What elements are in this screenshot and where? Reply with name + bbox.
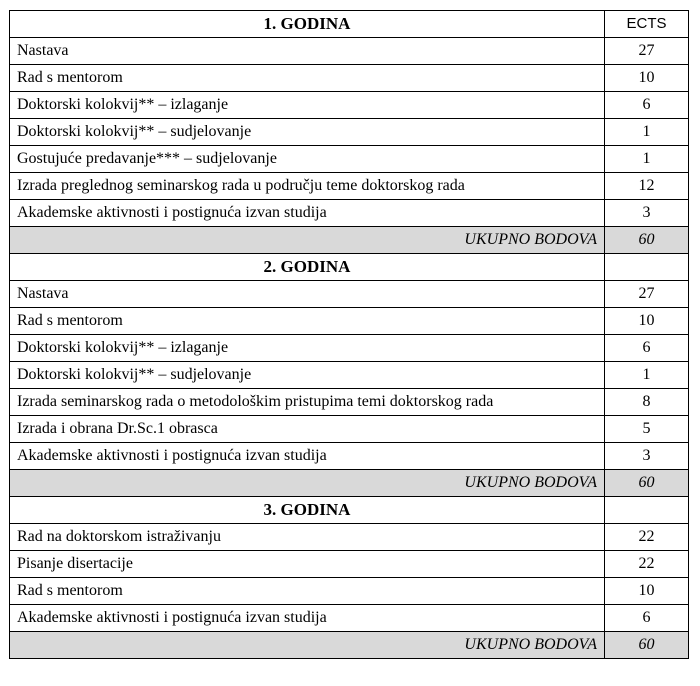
ects-cell: 1	[605, 119, 689, 146]
activity-cell: Doktorski kolokvij** – sudjelovanje	[10, 119, 605, 146]
activity-cell: Pisanje disertacije	[10, 551, 605, 578]
ects-header-empty	[605, 497, 689, 524]
total-row	[10, 470, 689, 497]
activity-cell: Doktorski kolokvij** – izlaganje	[10, 92, 605, 119]
year-header-row	[10, 11, 689, 38]
activity-cell: Rad s mentorom	[10, 578, 605, 605]
ects-cell: 1	[605, 146, 689, 173]
table-row	[10, 335, 689, 362]
activity-cell: Akademske aktivnosti i postignuća izvan studija	[10, 443, 605, 470]
ects-cell: 6	[605, 335, 689, 362]
activity-cell: Izrada preglednog seminarskog rada u području teme doktorskog rada	[10, 173, 605, 200]
ects-cell: 8	[605, 389, 689, 416]
year-title: 3. GODINA	[10, 497, 605, 524]
ects-cell: 27	[605, 38, 689, 65]
total-row	[10, 632, 689, 659]
table-row	[10, 119, 689, 146]
ects-cell: 1	[605, 362, 689, 389]
ects-table	[9, 10, 689, 659]
table-row	[10, 92, 689, 119]
activity-cell: Rad s mentorom	[10, 65, 605, 92]
ects-cell: 10	[605, 578, 689, 605]
ects-column-header: ECTS	[605, 11, 689, 38]
year-title: 2. GODINA	[10, 254, 605, 281]
ects-cell: 10	[605, 65, 689, 92]
ects-cell: 6	[605, 605, 689, 632]
total-value: 60	[605, 470, 689, 497]
ects-table-body	[10, 11, 689, 659]
total-label: UKUPNO BODOVA	[10, 227, 605, 254]
ects-cell: 5	[605, 416, 689, 443]
table-row	[10, 524, 689, 551]
activity-cell: Doktorski kolokvij** – sudjelovanje	[10, 362, 605, 389]
total-value: 60	[605, 632, 689, 659]
activity-cell: Nastava	[10, 281, 605, 308]
ects-header-empty	[605, 254, 689, 281]
year-header-row	[10, 254, 689, 281]
table-row	[10, 146, 689, 173]
table-row	[10, 443, 689, 470]
table-row	[10, 38, 689, 65]
table-row	[10, 308, 689, 335]
table-row	[10, 173, 689, 200]
ects-cell: 6	[605, 92, 689, 119]
ects-cell: 10	[605, 308, 689, 335]
ects-cell: 3	[605, 443, 689, 470]
activity-cell: Nastava	[10, 38, 605, 65]
activity-cell: Izrada seminarskog rada o metodološkim pristupima temi doktorskog rada	[10, 389, 605, 416]
table-row	[10, 551, 689, 578]
table-row	[10, 578, 689, 605]
ects-cell: 22	[605, 524, 689, 551]
activity-cell: Akademske aktivnosti i postignuća izvan studija	[10, 200, 605, 227]
total-label: UKUPNO BODOVA	[10, 470, 605, 497]
year-title: 1. GODINA	[10, 11, 605, 38]
table-row	[10, 281, 689, 308]
activity-cell: Doktorski kolokvij** – izlaganje	[10, 335, 605, 362]
table-row	[10, 362, 689, 389]
table-row	[10, 389, 689, 416]
activity-cell: Rad na doktorskom istraživanju	[10, 524, 605, 551]
table-row	[10, 200, 689, 227]
table-row	[10, 416, 689, 443]
total-value: 60	[605, 227, 689, 254]
ects-cell: 27	[605, 281, 689, 308]
ects-cell: 12	[605, 173, 689, 200]
total-row	[10, 227, 689, 254]
activity-cell: Gostujuće predavanje*** – sudjelovanje	[10, 146, 605, 173]
activity-cell: Rad s mentorom	[10, 308, 605, 335]
ects-cell: 22	[605, 551, 689, 578]
table-row	[10, 65, 689, 92]
activity-cell: Izrada i obrana Dr.Sc.1 obrasca	[10, 416, 605, 443]
total-label: UKUPNO BODOVA	[10, 632, 605, 659]
ects-cell: 3	[605, 200, 689, 227]
year-header-row	[10, 497, 689, 524]
table-row	[10, 605, 689, 632]
activity-cell: Akademske aktivnosti i postignuća izvan studija	[10, 605, 605, 632]
